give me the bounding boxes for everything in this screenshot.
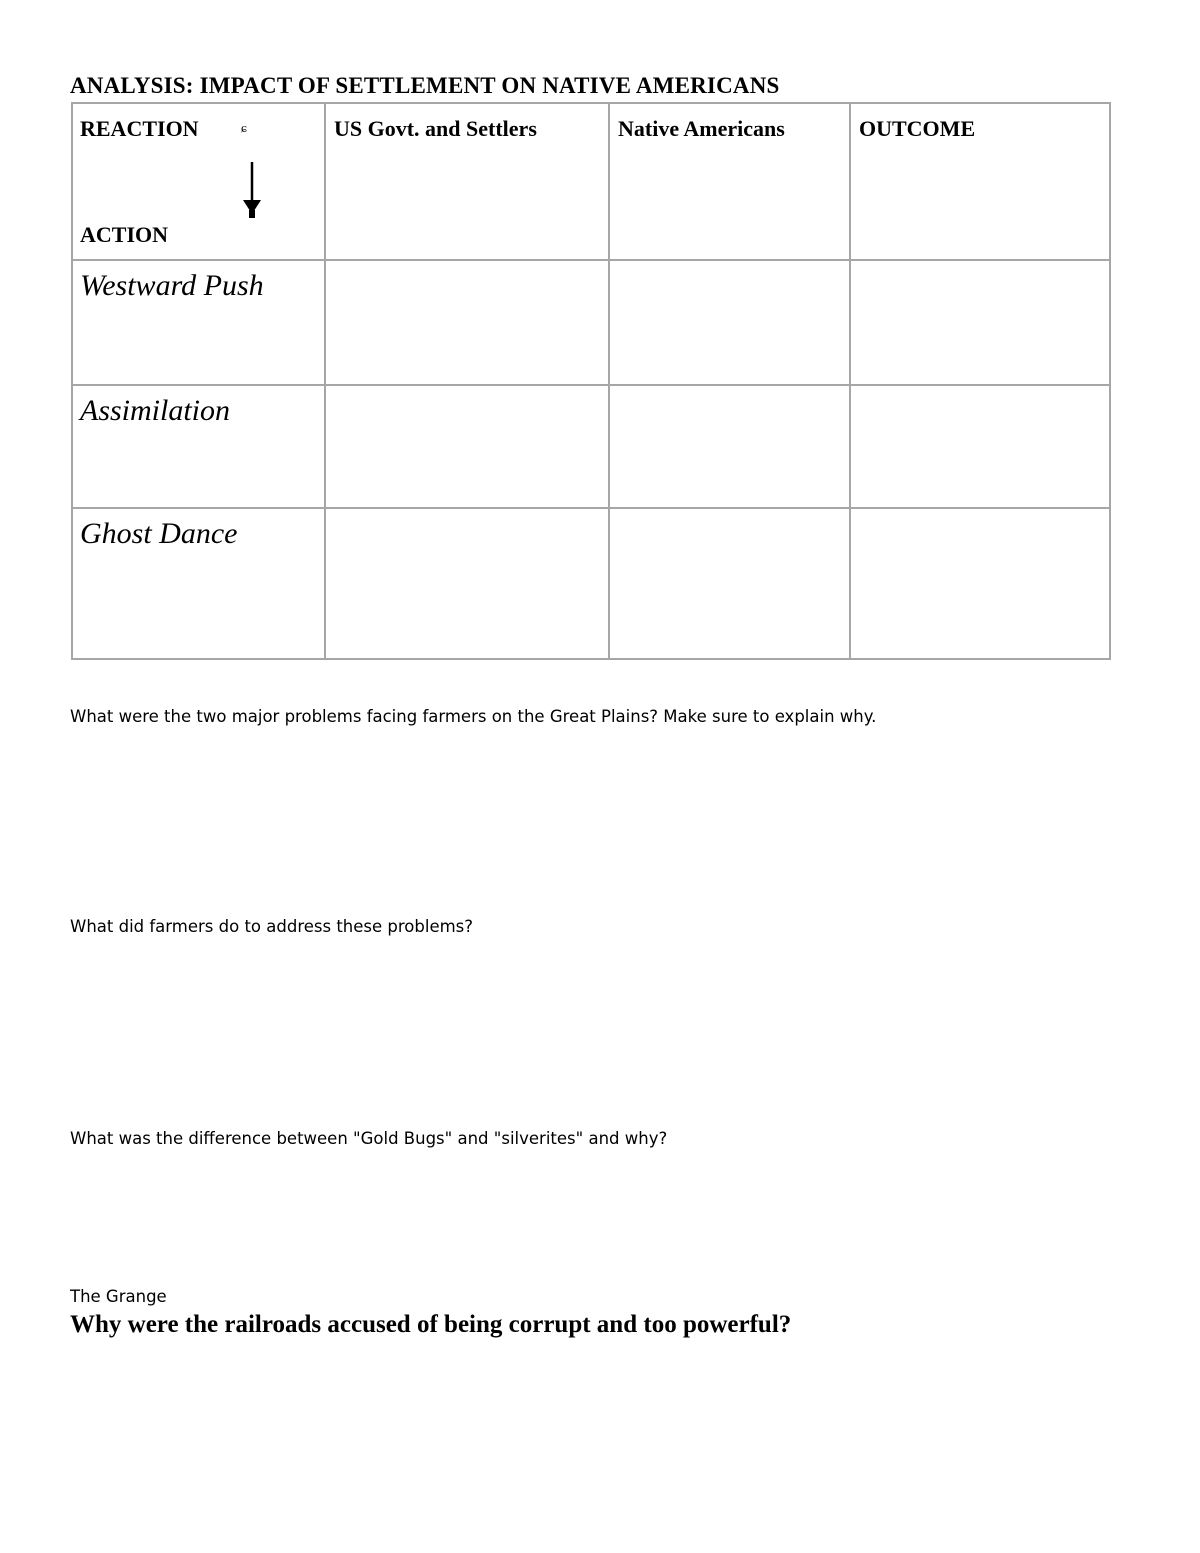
row-label-cell: [72, 385, 325, 508]
header-us-govt: [325, 103, 609, 260]
row-label-cell: [72, 260, 325, 385]
moon-glyph-icon: ɕ: [241, 120, 247, 135]
table-row: [72, 508, 1110, 659]
header-label: US Govt. and Settlers: [334, 116, 537, 141]
table-row: [72, 260, 1110, 385]
corner-cell: [72, 103, 325, 260]
row-label-westward-push: Westward Push: [80, 269, 264, 302]
grange-heading: The Grange: [70, 1287, 167, 1306]
analysis-table: [71, 102, 1111, 660]
row-label-assimilation: Assimilation: [80, 394, 231, 427]
question-great-plains-problems: What were the two major problems facing farmers on the Great Plains? Make sure to explain why.: [70, 707, 877, 726]
answer-cell[interactable]: [850, 508, 1110, 659]
reaction-label: REACTION: [80, 116, 199, 141]
answer-cell[interactable]: [325, 385, 609, 508]
action-label: ACTION: [80, 222, 169, 247]
arrow-down-icon: [241, 162, 263, 220]
answer-cell[interactable]: [850, 260, 1110, 385]
row-label-ghost-dance: Ghost Dance: [80, 517, 238, 550]
answer-cell[interactable]: [609, 508, 850, 659]
header-outcome: [850, 103, 1110, 260]
question-gold-bugs-silverites: What was the difference between "Gold Bugs" and "silverites" and why?: [70, 1129, 668, 1148]
answer-cell[interactable]: [325, 260, 609, 385]
table-header-row: [72, 103, 1110, 260]
row-label-cell: [72, 508, 325, 659]
answer-cell[interactable]: [609, 260, 850, 385]
header-label: Native Americans: [618, 116, 785, 141]
table-row: [72, 385, 1110, 508]
worksheet-title: ANALYSIS: IMPACT OF SETTLEMENT ON NATIVE AMERICANS: [70, 73, 780, 98]
header-native-americans: [609, 103, 850, 260]
answer-cell[interactable]: [325, 508, 609, 659]
answer-cell[interactable]: [850, 385, 1110, 508]
answer-cell[interactable]: [609, 385, 850, 508]
question-farmers-response: What did farmers do to address these problems?: [70, 917, 474, 936]
question-railroads: Why were the railroads accused of being corrupt and too powerful?: [70, 1311, 792, 1338]
header-label: OUTCOME: [859, 116, 976, 141]
